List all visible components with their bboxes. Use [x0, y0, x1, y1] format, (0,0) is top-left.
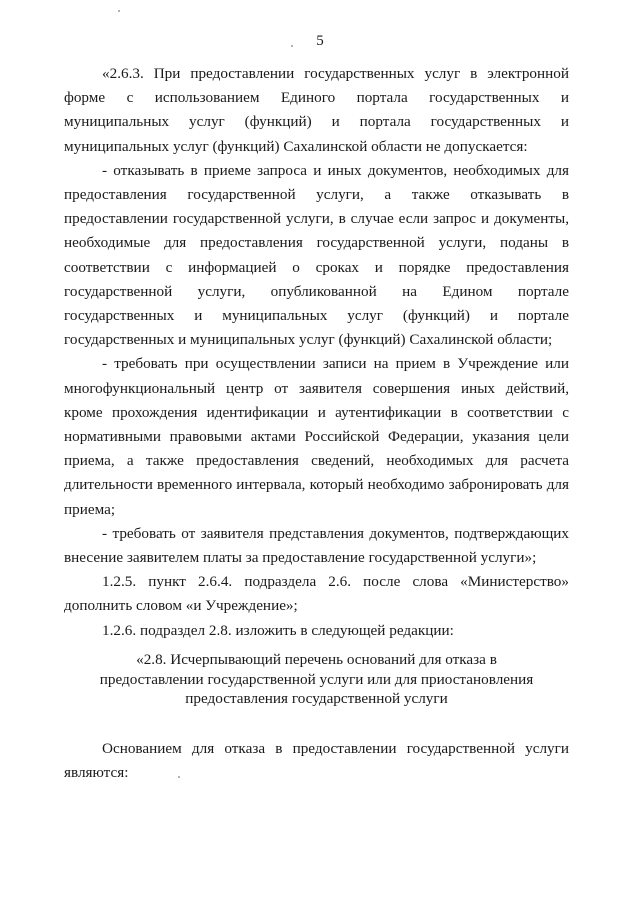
scan-speck	[291, 45, 293, 47]
section-heading-line: предоставления государственной услуги	[185, 690, 448, 708]
paragraph-2-6-3-intro: «2.6.3. При предоставлении государственных услуг в электронной форме с использованием Единого портала государственных и муниципальных услуг (функций) и портала государственных и муниципальных услуг (функций) Сахалинской области не допускается:	[64, 65, 569, 155]
section-heading-line: «2.8. Исчерпывающий перечень оснований для отказа в	[136, 651, 497, 668]
page-number: 5	[316, 33, 324, 49]
scan-speck	[118, 10, 120, 12]
paragraph-1-2-6: 1.2.6. подраздел 2.8. изложить в следующей редакции:	[102, 621, 454, 639]
body-text	[64, 62, 569, 643]
paragraph-appointment-requirements: - требовать при осуществлении записи на прием в Учреждение или многофункциональный центр от заявителя совершения иных действий, кроме прохождения идентификации и аутентификации в соответствии с нормативными правовыми актами Российской Федерации, указания цели приема, а также предоставления сведений, необходимых для расчета длительности временного интервала, который необходимо забронировать для приема;	[64, 355, 569, 518]
section-heading-2-8	[64, 650, 569, 709]
closing-text	[64, 737, 569, 785]
section-heading-line: предоставлении государственной услуги или для приостановления	[99, 670, 534, 688]
paragraph-1-2-5: 1.2.5. пункт 2.6.4. подраздела 2.6. после слова «Министерство» дополнить словом «и Учреждение»;	[64, 573, 569, 615]
scan-speck	[178, 776, 180, 778]
paragraph-payment-documents: - требовать от заявителя представления документов, подтверждающих внесение заявителем платы за предоставление государственной услуги»;	[64, 524, 569, 567]
paragraph-refuse-request: - отказывать в приеме запроса и иных документов, необходимых для предоставления государственной услуги, а также отказывать в предоставлении государственной услуги, в случае если запрос и документы, необходимые для предоставления государственной услуги, поданы в соответствии с информацией о сроках и порядке предоставления государственной услуги, опубликованной на Едином портале государственных и муниципальных услуг (функций) и портале государственных и муниципальных услуг (функций) Сахалинской области;	[64, 161, 569, 349]
paragraph-refusal-grounds: Основанием для отказа в предоставлении государственной услуги являются:	[64, 740, 569, 782]
